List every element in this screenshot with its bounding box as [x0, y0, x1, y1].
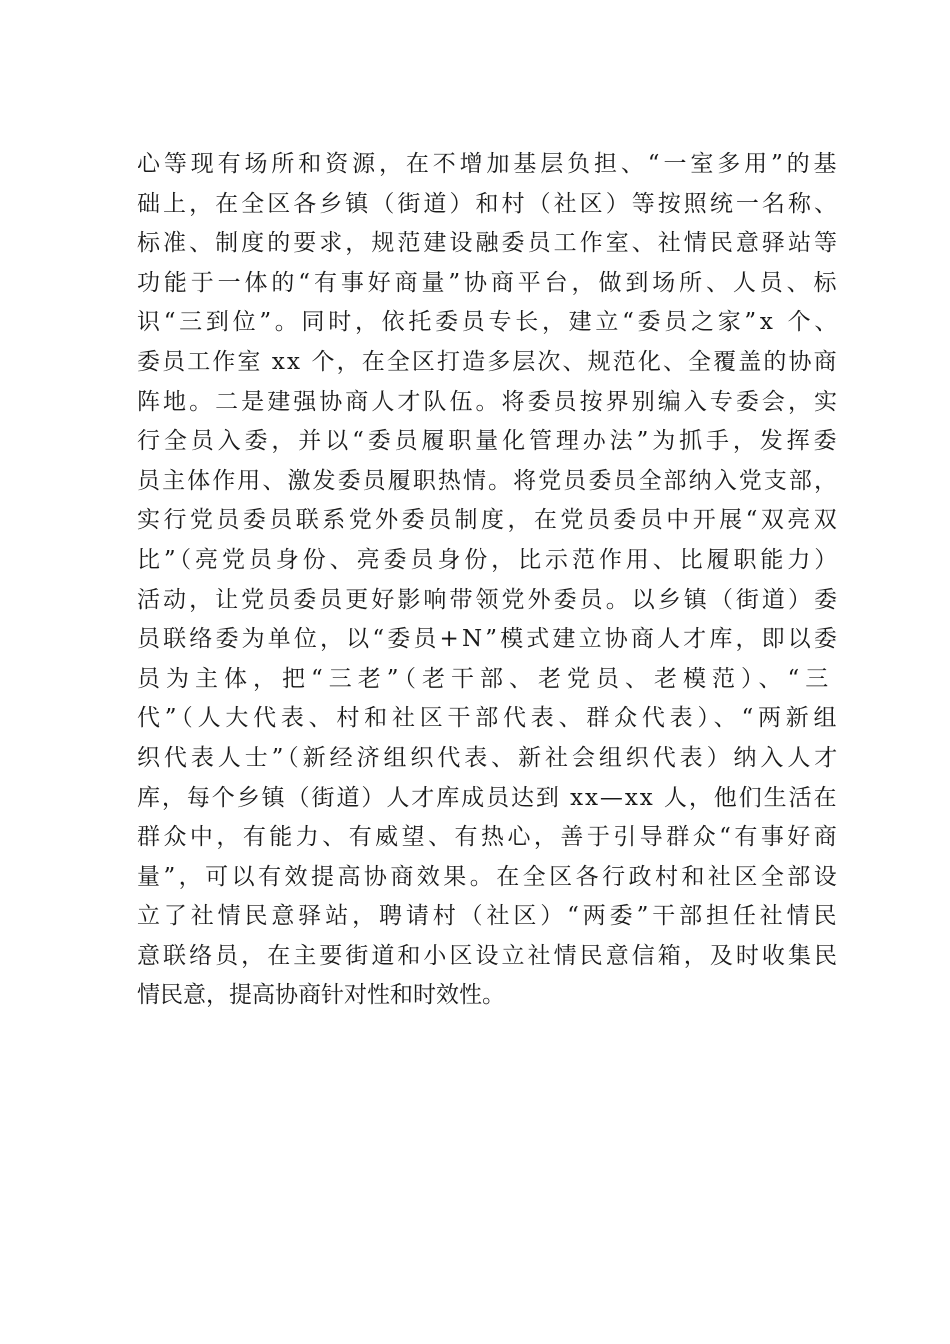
text-line: 立了社情民意驿站，聘请村（社区）“两委”干部担任社情民 — [137, 903, 841, 930]
text-line: 标准、制度的要求，规范建设融委员工作室、社情民意驿站等 — [137, 230, 841, 257]
text-line: 织代表人士”（新经济组织代表、新社会组织代表）纳入人才 — [137, 744, 842, 771]
text-line: 意联络员，在主要街道和小区设立社情民意信箱，及时收集民 — [137, 942, 841, 969]
text-line: 群众中，有能力、有威望、有热心，善于引导群众“有事好商 — [137, 824, 841, 851]
text-line: 代”（人大代表、村和社区干部代表、群众代表）、“两新组 — [137, 705, 842, 732]
text-line: 础上，在全区各乡镇（街道）和村（社区）等按照统一名称、 — [137, 190, 841, 217]
text-line: 阵地。二是建强协商人才队伍。将委员按界别编入专委会，实 — [137, 388, 841, 415]
text-line: 行全员入委，并以“委员履职量化管理办法”为抓手，发挥委 — [137, 428, 841, 455]
text-line: 员联络委为单位，以“委员+N”模式建立协商人才库，即以委 — [137, 626, 841, 653]
text-line: 比”（亮党员身份、亮委员身份，比示范作用、比履职能力） — [137, 546, 842, 573]
text-line: 实行党员委员联系党外委员制度，在党员委员中开展“双亮双 — [137, 507, 841, 534]
text-line: 量”，可以有效提高协商效果。在全区各行政村和社区全部设 — [137, 863, 841, 890]
text-line: 库，每个乡镇（街道）人才库成员达到 xx—xx 人，他们生活在 — [137, 784, 839, 811]
text-line: 委员工作室 xx 个，在全区打造多层次、规范化、全覆盖的协商 — [137, 348, 839, 375]
text-line: 识“三到位”。同时，依托委员专长，建立“委员之家”x 个、 — [137, 309, 842, 336]
text-line: 情民意，提高协商针对性和时效性。 — [137, 982, 505, 1009]
text-line: 心等现有场所和资源，在不增加基层负担、“一室多用”的基 — [137, 151, 841, 177]
text-line: 员为主体，把“三老”（老干部、老党员、老模范）、“三 — [137, 665, 835, 692]
text-line: 员主体作用、激发委员履职热情。将党员委员全部纳入党支部， — [137, 467, 840, 494]
body-paragraph — [137, 145, 842, 1016]
text-line: 功能于一体的“有事好商量”协商平台，做到场所、人员、标 — [137, 269, 841, 296]
text-line: 活动，让党员委员更好影响带领党外委员。以乡镇（街道）委 — [137, 586, 841, 613]
